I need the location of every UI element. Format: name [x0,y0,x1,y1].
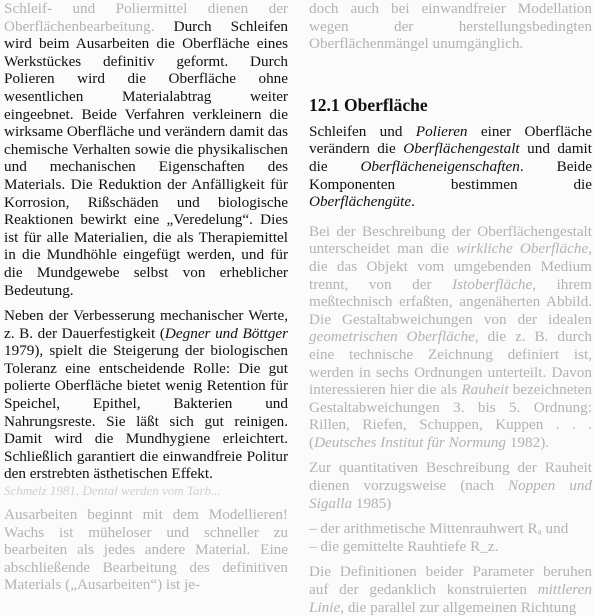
p-b9: bezeichneten Gestaltabweichungen 3. bis 5. Ordnung: Rillen, Riefen, Schuppen, Kuppen . . . ( [309,381,592,451]
term-polieren: Polieren [415,122,468,140]
intro-faint [4,0,288,299]
para2-text-b: 1979), spielt die Steigerung der biologischen Toleranz eine entscheidende Rolle: Die gut polierte Oberfläche bietet wenig Retention für Speichel, Epithel, Bakterien und Nahrungsreste. Sie läßt sich gut reinigen. Damit wird die Mundhygiene erleichtert. Schließlich garantiert die einwandfreie Politur den erstrebten ästhetischen Effekt. [4,342,288,483]
p-b3: , die das Objekt vom umgebenden Medium trennt, von der [309,240,592,293]
p-c1: Zur quantitativen Beschreibung der Rauheit dienen vorzugsweise (nach [309,459,592,495]
term-rauheit: Rauheit [461,381,509,399]
section-heading: 12.1 Oberfläche [309,94,428,115]
list-item-mittenrauhwert: – der arithmetische Mittenrauhwert Rₐ und [309,520,569,538]
citation-din: Deutsches Institut für Normung [314,433,507,451]
citation-degner: Degner und Böttger [164,324,288,342]
p-b5: , ihrem meßtechnisch erfaßten, angenäherten Abbild. Die Gestaltabweichungen von der idealen [309,275,592,328]
right-column [309,0,593,616]
paragraph-mechanische-werte [4,307,288,483]
paragraph-oberflaechenguete [309,123,592,211]
list-item-rauhtiefe: – die gemittelte Rauhtiefe R_z. [309,537,499,555]
paragraph-modellation-faint: doch auch bei einwandfreier Modellation wegen der herstellungsbedingten Oberflächenmängel unumgänglich. [309,0,592,53]
paragraph-quantitativ-faint [309,459,592,512]
p-d1: Die Definitionen beider Parameter beruhen auf der gedanklich konstruierten [309,563,592,599]
paragraph-ausarbeiten-faint: Ausarbeiten beginnt mit dem Modellieren! Wachs ist müheloser und schneller zu bearbeiten als jedes andere Material. Eine abschließende Bearbeitung des definitiven Materials („Ausarbeiten“) ist je- [4,506,288,594]
paragraph-schleifen-polieren: Durch Schleifen wird beim Ausarbeiten die Oberfläche eines Werkstückes definitiv geformt. Durch Polieren wird die Oberfläche ohne wesentlichen Materialabtrag weiter eingeebnet. Beide Verfahren verkleinern die wirksame Oberfläche und verändern damit das chemische Verhalten sowie die physikalischen und mechanischen Eigenschaften des Materials. Die Reduktion der Anfälligkeit für Korrosion, Rißschäden und biologische Reaktionen bewirkt eine „Veredelung“. Dies ist für alle Materialien, die als Therapiemittel in die Mundhöhle eingefügt werden, und für die Mundgewebe selbst von erheblicher Bedeutung. [4,17,289,299]
term-wirkliche-oberflaeche: wirkliche Oberfläche [456,240,589,258]
left-column [4,0,288,599]
term-geometrische-oberflaeche: geometrischen Oberfläche [309,328,475,346]
p-a9: . [411,193,415,211]
p-c3: 1985) [352,494,392,512]
intro-faint-text: Schleif- und Poliermittel dienen der Oberflächenbearbeitung. [4,0,288,35]
term-mittlere-linie: mittleren Linie [309,581,592,616]
p-b11: 1982). [506,433,550,451]
term-oberflaecheneigenschaften: Oberflächeneigenschaften [360,157,520,175]
p-d3: , die parallel zur allgemeinen Richtung [340,598,577,616]
p-a7: . Beide Komponenten bestimmen die [309,157,592,193]
paragraph-definitionen-faint [309,563,592,616]
paragraph-beschreibung-faint [309,223,592,452]
bleed-through-line: Schmelz 1981, Dental werden vom Tarb... [4,483,221,499]
para2-text-a: Neben der Verbesserung mechanischer Werte, z. B. der Dauerfestigkeit ( [4,307,288,342]
p-b7: , die z. B. durch eine technische Zeichnung definiert ist, werden in sechs Ordnungen unterteilt. Davon interessieren hier die als [309,328,593,399]
term-oberflaechenguete: Oberflächengüte [309,193,412,211]
p-b1: Bei der Beschreibung der Oberflächengestalt unterscheidet man die [309,222,592,258]
p-a3: einer Oberfläche verändern die [309,122,592,158]
p-a1: Schleifen und [309,122,416,140]
term-istoberflaeche: Istoberfläche [452,275,533,293]
citation-noppen: Noppen und Sigalla [309,477,593,512]
p-a5: und damit die [309,140,592,175]
term-oberflaechengestalt: Oberflächengestalt [403,140,520,158]
